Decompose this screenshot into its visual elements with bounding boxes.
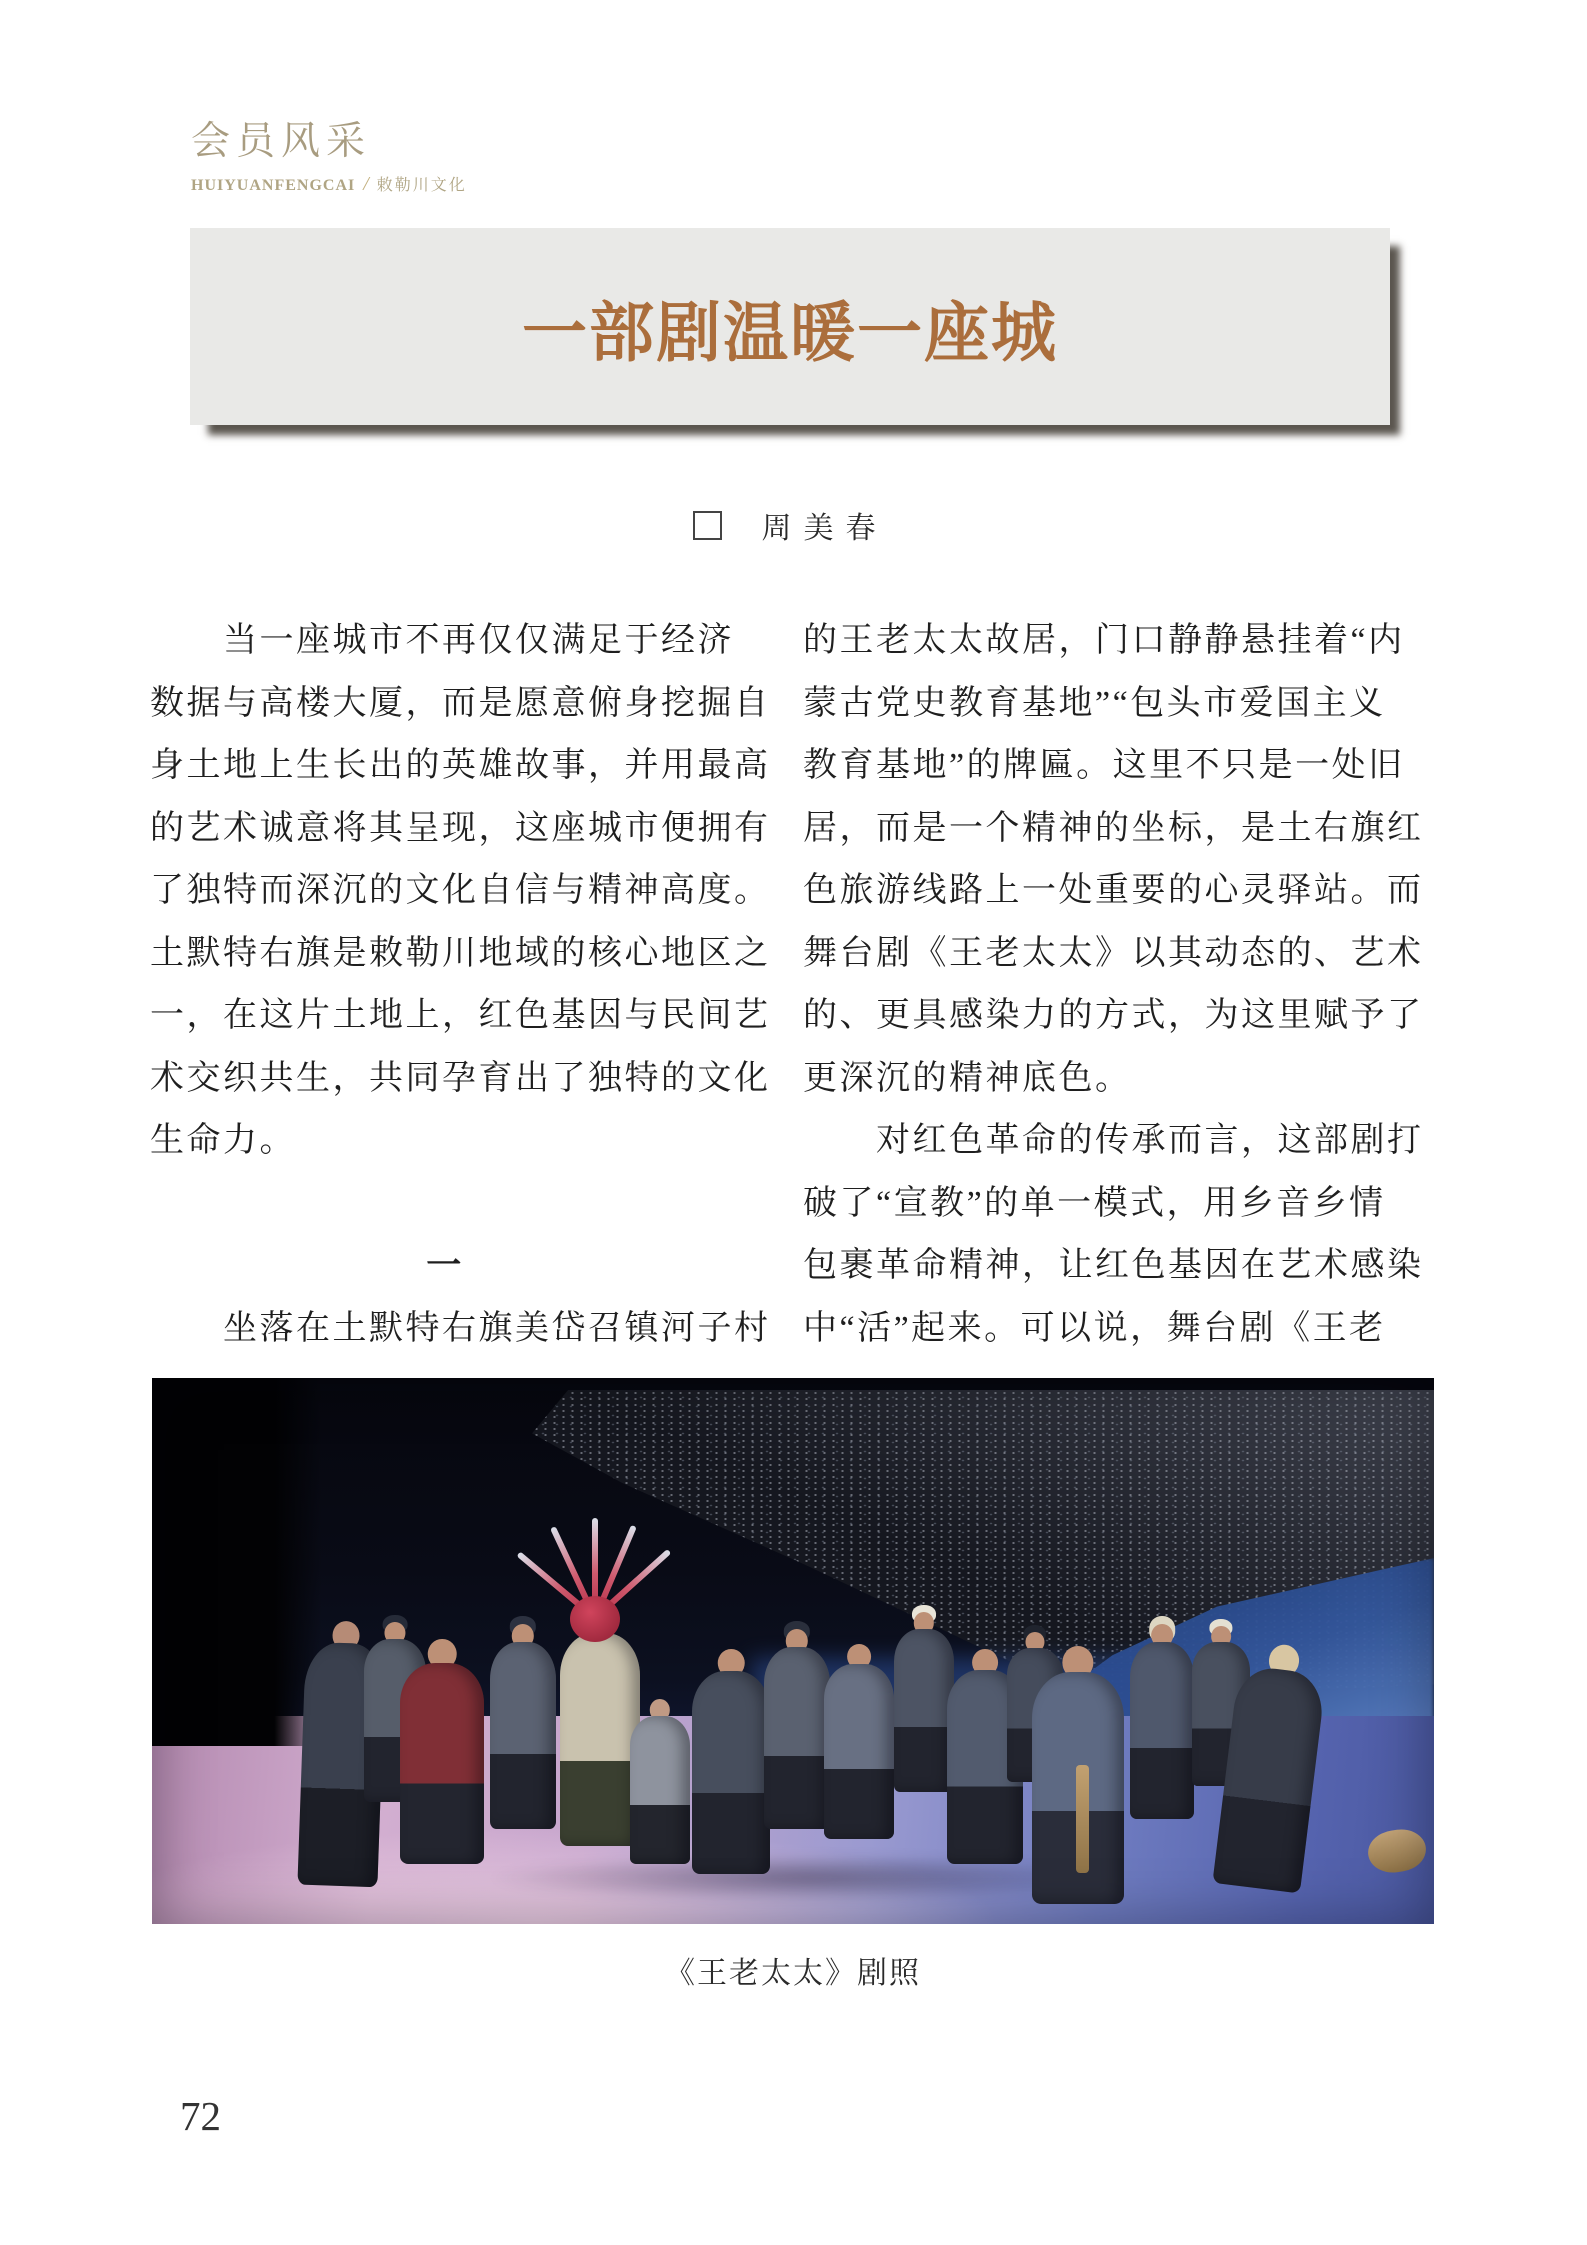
body-text-line: 破了“宣教”的单一模式，用乡音乡情 [803,1184,1386,1222]
body-text-line: 包裹革命精神，让红色基因在艺术感染 [803,1247,1424,1284]
paragraph-2 [150,1298,771,1361]
paragraph-continued [803,610,1424,1360]
series-label: 敕勒川文化 [376,177,467,194]
slash-divider: / [363,173,369,195]
body-text-line: 教育基地”的牌匾。这里不只是一处旧 [803,747,1405,784]
body-text-line: 色旅游线路上一处重要的心灵驿站。而 [803,872,1424,909]
body-text-line: 的、更具感染力的方式，为这里赋予了 [803,997,1424,1034]
stage-photo [152,1378,1434,1924]
body-text-line: 了独特而深沉的文化自信与精神高度。 [150,872,771,909]
body-text-line: 的王老太太故居，门口静静悬挂着“内 [803,622,1405,659]
masthead [191,110,467,196]
byline [190,503,1390,551]
body-text-line: 的艺术诚意将其呈现，这座城市便拥有 [150,809,771,847]
body-text-line: 坐落在土默特右旗美岱召镇河子村 [150,1309,771,1347]
photo-caption: 《王老太太》剧照 [665,1957,921,1990]
text-column-left [150,610,771,1360]
body-text-line: 对红色革命的传承而言，这部剧打 [803,1122,1424,1159]
article-title: 一部剧温暖一座城 [521,295,1058,369]
paragraph-spacer [150,1173,740,1236]
page-number: 72 [180,2093,221,2139]
author-marker-square [693,511,722,540]
body-text-line: 数据与高楼大厦，而是愿意俯身挖掘自 [150,684,771,722]
body-text-line: 土默特右旗是敕勒川地域的核心地区之 [150,934,771,972]
body-text-line: 生命力。 [150,1122,296,1159]
body-text-line: 舞台剧《王老太太》以其动态的、艺术 [803,934,1424,972]
text-column-right [803,610,1424,1360]
body-text-line: 术交织共生，共同孕育出了独特的文化 [150,1059,771,1097]
body-text-line: 更深沉的精神底色。 [803,1059,1132,1097]
body-text-line: 身土地上生长出的英雄故事，并用最高 [150,747,771,784]
section-subtitle [191,172,467,196]
paragraph-1 [150,610,771,1173]
body-text-line: 蒙古党史教育基地”“包头市爱国主义 [803,684,1386,722]
body-text-line: 一，在这片土地上，红色基因与民间艺 [150,997,771,1034]
body-text-line: 中“活”起来。可以说，舞台剧《王老 [803,1309,1386,1347]
title-banner [190,228,1390,425]
author-name: 周美春 [761,512,888,545]
photo-vignette [152,1378,1434,1924]
section-marker: 一 [426,1246,464,1285]
section-title: 会员风采 [191,120,372,163]
body-text-line: 当一座城市不再仅仅满足于经济 [150,622,734,659]
body-text-line: 居，而是一个精神的坐标，是土右旗红 [803,809,1424,847]
section-title-pinyin: HUIYUANFENGCAI [191,177,356,194]
